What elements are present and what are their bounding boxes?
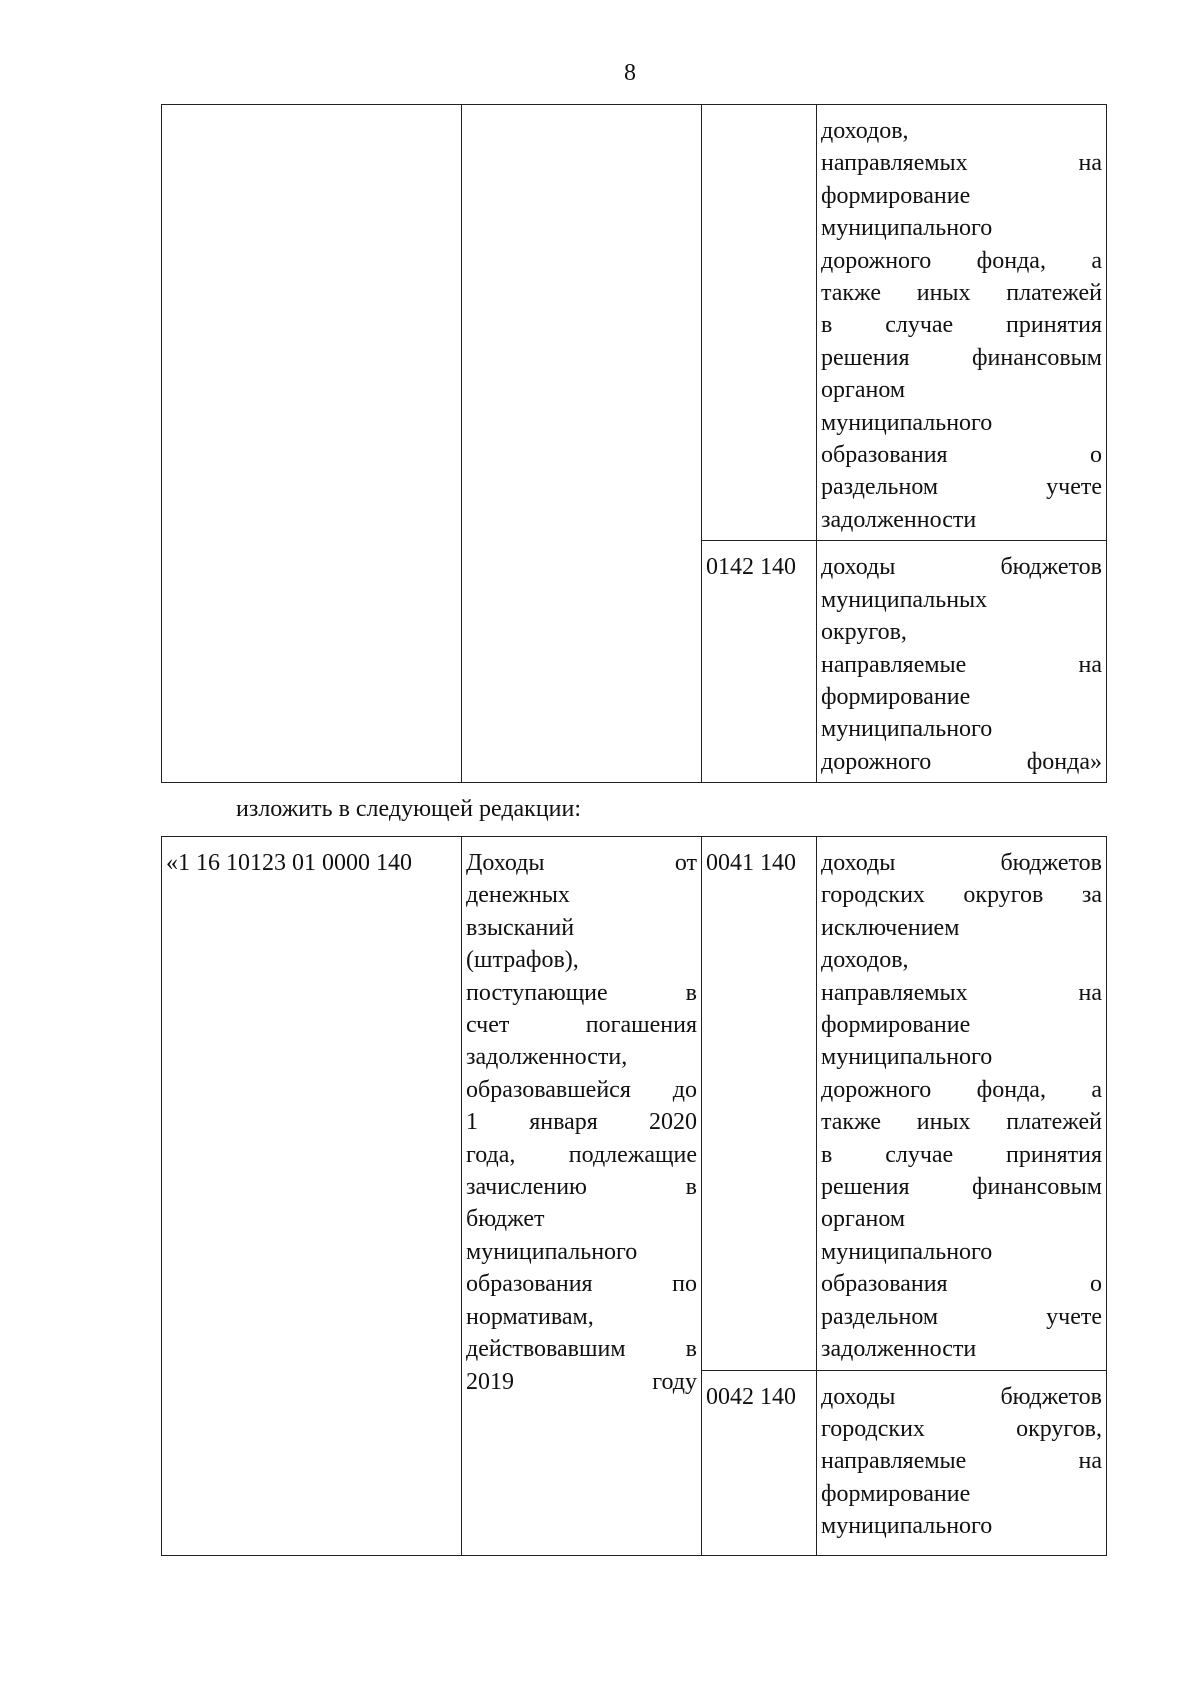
- subcode-cell: 0041 140: [702, 837, 817, 1371]
- text-line: года, подлежащие: [466, 1141, 697, 1168]
- description-text: [821, 847, 1102, 1366]
- page-number: 8: [624, 60, 636, 86]
- intro-text: изложить в следующей редакции:: [236, 796, 582, 822]
- text-line: городских округов,: [821, 1415, 1102, 1442]
- text-line: образования о: [821, 442, 1102, 469]
- text-line: Доходы от: [466, 850, 697, 876]
- text-line: раздельном учете: [821, 1303, 1102, 1330]
- description-text: [821, 551, 1102, 778]
- text-line: образовавшейся до: [466, 1076, 697, 1103]
- text-line: направляемых на: [821, 150, 1102, 177]
- text-line: доходов,: [821, 118, 909, 144]
- text-line: счет погашения: [466, 1012, 697, 1039]
- description-cell: [817, 837, 1107, 1371]
- description-cell: [817, 541, 1107, 783]
- code-cell: [162, 105, 462, 783]
- text-line: также иных платежей: [821, 280, 1102, 307]
- text-line: исключением: [821, 914, 960, 941]
- text-line: органом: [821, 377, 906, 404]
- text-line: муниципального: [821, 1238, 993, 1265]
- name-cell: [462, 105, 702, 783]
- text-line: в случае принятия: [821, 312, 1102, 339]
- text-line: поступающие в: [466, 979, 697, 1006]
- text-line: бюджет: [466, 1206, 545, 1233]
- description-cell: [817, 105, 1107, 541]
- text-line: доходы бюджетов: [821, 554, 1102, 581]
- text-line: направляемых на: [821, 979, 1102, 1006]
- text-line: (штрафов),: [466, 947, 579, 974]
- text-line: действовавшим в: [466, 1336, 697, 1363]
- description-text: [821, 1381, 1102, 1543]
- text-line: в случае принятия: [821, 1141, 1102, 1168]
- name-cell: [462, 837, 702, 1556]
- text-line: решения финансовым: [821, 1174, 1102, 1201]
- name-text: [466, 847, 697, 1398]
- text-line: направляемые на: [821, 651, 1102, 678]
- text-line: дорожного фонда»: [821, 748, 1102, 775]
- text-line: направляемые на: [821, 1448, 1102, 1475]
- text-line: муниципального: [821, 409, 993, 436]
- description-text: [821, 115, 1102, 536]
- text-line: взысканий: [466, 914, 575, 941]
- text-line: муниципальных: [821, 586, 988, 613]
- description-cell: [817, 1370, 1107, 1555]
- text-line: также иных платежей: [821, 1109, 1102, 1136]
- text-line: муниципального: [821, 1513, 993, 1540]
- text-line: доходов,: [821, 947, 909, 974]
- subcode-cell: 0042 140: [702, 1370, 817, 1555]
- code-cell: «1 16 10123 01 0000 140: [162, 837, 462, 1556]
- subcode-cell: 0142 140: [702, 541, 817, 783]
- text-line: округов,: [821, 619, 907, 646]
- text-line: городских округов за: [821, 882, 1102, 909]
- text-line: раздельном учете: [821, 474, 1102, 501]
- text-line: нормативам,: [466, 1303, 594, 1330]
- text-line: задолженности,: [466, 1044, 628, 1071]
- text-line: органом: [821, 1206, 906, 1233]
- table-new-edition: [161, 836, 1107, 1556]
- table-row: [162, 837, 1107, 1371]
- text-line: задолженности: [821, 1336, 977, 1363]
- table-row: [162, 105, 1107, 541]
- text-line: формирование: [821, 1480, 971, 1507]
- text-line: муниципального: [821, 215, 993, 242]
- text-line: 1 января 2020: [466, 1109, 697, 1136]
- text-line: муниципального: [821, 1044, 993, 1071]
- text-line: задолженности: [821, 506, 977, 533]
- text-line: доходы бюджетов: [821, 1383, 1102, 1410]
- text-line: дорожного фонда, а: [821, 1076, 1102, 1103]
- text-line: зачислению в: [466, 1174, 697, 1201]
- subcode-cell: [702, 105, 817, 541]
- text-line: муниципального: [466, 1238, 638, 1265]
- table-previous-edition: [161, 104, 1107, 783]
- text-line: образования о: [821, 1271, 1102, 1298]
- text-line: формирование: [821, 1012, 971, 1039]
- text-line: муниципального: [821, 716, 993, 743]
- text-line: 2019 году: [466, 1368, 697, 1395]
- text-line: формирование: [821, 683, 971, 710]
- text-line: дорожного фонда, а: [821, 247, 1102, 274]
- text-line: решения финансовым: [821, 344, 1102, 371]
- text-line: доходы бюджетов: [821, 850, 1102, 876]
- text-line: образования по: [466, 1271, 697, 1298]
- text-line: денежных: [466, 882, 570, 909]
- text-line: формирование: [821, 182, 971, 209]
